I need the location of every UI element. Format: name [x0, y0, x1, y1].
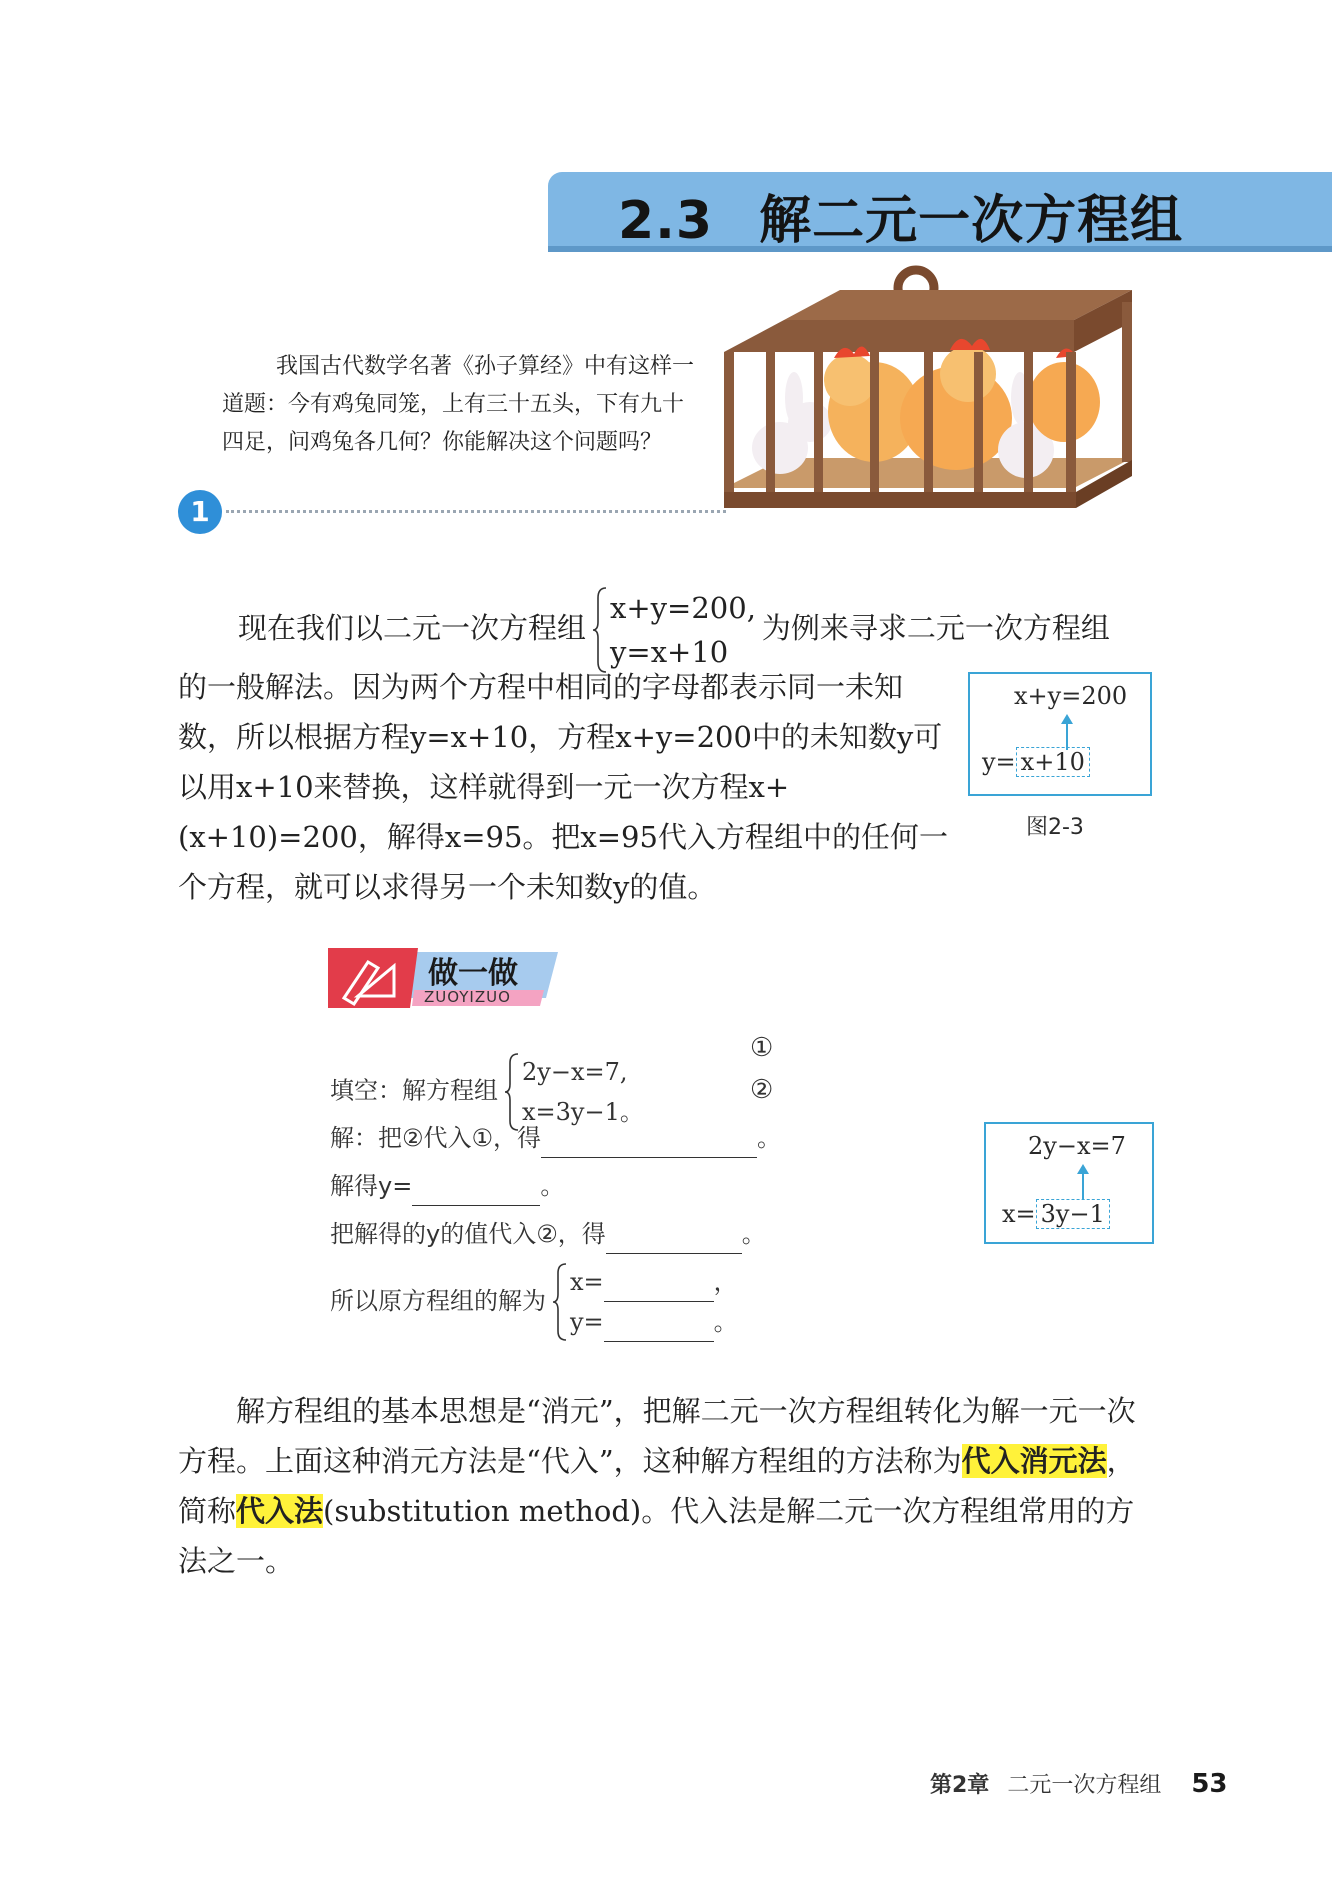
system-equation-1: x+y=200,	[610, 591, 756, 625]
exercise-step-1	[330, 1118, 781, 1158]
section-number: 2.3	[618, 191, 714, 251]
activity-title: 做一做	[428, 956, 518, 991]
figure-bottom-prefix: y=	[982, 748, 1016, 776]
figure-dashed-box: x+10	[1016, 747, 1090, 777]
step-1-text: 解：把②代入①，得	[330, 1124, 542, 1152]
solution-x-label: x=	[570, 1268, 604, 1296]
footer-title: 二元一次方程组	[1007, 1773, 1162, 1798]
equation-system	[592, 586, 756, 674]
step-3-text: 把解得的y的值代入②，得	[330, 1220, 606, 1248]
exercise-substitution-diagram	[984, 1122, 1154, 1244]
system-equation-2: y=x+10	[610, 635, 729, 669]
solution-y-label: y=	[570, 1308, 604, 1336]
step-3-end: 。	[741, 1220, 766, 1248]
paragraph2-part3: (substitution method)。代入法是解二元一次方程组常用的方法之一。	[178, 1494, 1135, 1578]
step-3-blank[interactable]	[606, 1225, 742, 1254]
intro-problem	[222, 348, 702, 462]
dotted-divider	[226, 510, 726, 513]
step-4-text: 所以原方程组的解为	[330, 1287, 546, 1315]
intro-text: 我国古代数学名著《孙子算经》中有这样一道题：今有鸡兔同笼，上有三十五头，下有九十四足，问鸡兔各几何？你能解决这个问题吗？	[222, 354, 695, 455]
exercise-step-4	[330, 1262, 744, 1342]
paragraph1-body: 的一般解法。因为两个方程中相同的字母都表示同一未知数，所以根据方程y=x+10，方程x+y=200中的未知数y可以用x+10来替换，这样就得到一元一次方程x+(x+10)=200，解得x=95。把x=95代入方程组中的任何一个方程，就可以求得另一个未知数y的值。	[178, 670, 948, 904]
step-2-blank[interactable]	[412, 1177, 540, 1206]
step-1-blank[interactable]	[541, 1129, 757, 1158]
step-2-text: 解得y=	[330, 1172, 413, 1200]
term-substitution-elimination: 代入消元法	[961, 1444, 1107, 1478]
figure-bottom-equation	[982, 748, 1090, 776]
solution-y-end: 。	[713, 1308, 738, 1336]
brace-icon	[592, 586, 608, 674]
paragraph1-after-system: 为例来寻求二元一次方程组	[761, 611, 1110, 645]
step-2-end: 。	[540, 1172, 565, 1200]
figure2-top-equation: 2y−x=7	[1028, 1132, 1126, 1160]
paragraph2-part1: 解方程组的基本思想是“消元”，把解二元一次方程组转化为解一元一次方程。上面这种消元方法是“代入”，这种解方程组的方法称为	[178, 1394, 1136, 1478]
step-1-end: 。	[757, 1124, 782, 1152]
figure2-bottom-equation	[1002, 1200, 1110, 1228]
solution-y-blank[interactable]	[604, 1313, 714, 1342]
equation-label-2: ②	[750, 1075, 774, 1105]
arrow-up-icon	[1076, 1164, 1090, 1200]
figure2-bottom-prefix: x=	[1002, 1200, 1036, 1228]
solution-x-blank[interactable]	[604, 1273, 714, 1302]
paragraph2-text	[178, 1386, 1150, 1586]
exercise-step-3	[330, 1214, 766, 1254]
exercise-step-2	[330, 1166, 564, 1206]
exercise-prompt: 填空：解方程组	[330, 1076, 498, 1105]
page-footer	[930, 1768, 1228, 1799]
footer-chapter: 第2章	[930, 1773, 990, 1798]
page-number: 53	[1191, 1769, 1228, 1799]
activity-subtitle: ZUOYIZUO	[424, 988, 511, 1006]
solution-system	[552, 1262, 738, 1342]
figure-substitution-diagram	[968, 672, 1152, 796]
figure-caption: 图2-3	[1026, 815, 1084, 840]
section-title	[618, 178, 1183, 253]
paragraph1-first-line	[238, 586, 1110, 674]
intro-marker: 1	[178, 490, 222, 534]
figure-top-equation: x+y=200	[1014, 682, 1128, 710]
brace-icon	[552, 1262, 568, 1342]
section-title-text: 解二元一次方程组	[759, 191, 1184, 251]
paragraph1-lead: 现在我们以二元一次方程组	[238, 611, 587, 645]
exercise-equation-1: 2y−x=7,	[522, 1058, 628, 1086]
paragraph2	[178, 1386, 1150, 1586]
term-substitution-method: 代入法	[236, 1494, 324, 1528]
arrow-up-icon	[1060, 714, 1074, 750]
solution-x-end: ，	[713, 1268, 738, 1296]
solution-y-row	[570, 1302, 738, 1342]
chicken-rabbit-cage-illustration	[724, 262, 1132, 508]
solution-x-row	[570, 1262, 738, 1302]
figure2-dashed-box: 3y−1	[1036, 1199, 1110, 1229]
equation-label-1: ①	[750, 1033, 774, 1063]
exercise-equation-2: x=3y−1。	[522, 1098, 644, 1126]
paragraph2-part2: ，简称	[178, 1444, 1136, 1528]
